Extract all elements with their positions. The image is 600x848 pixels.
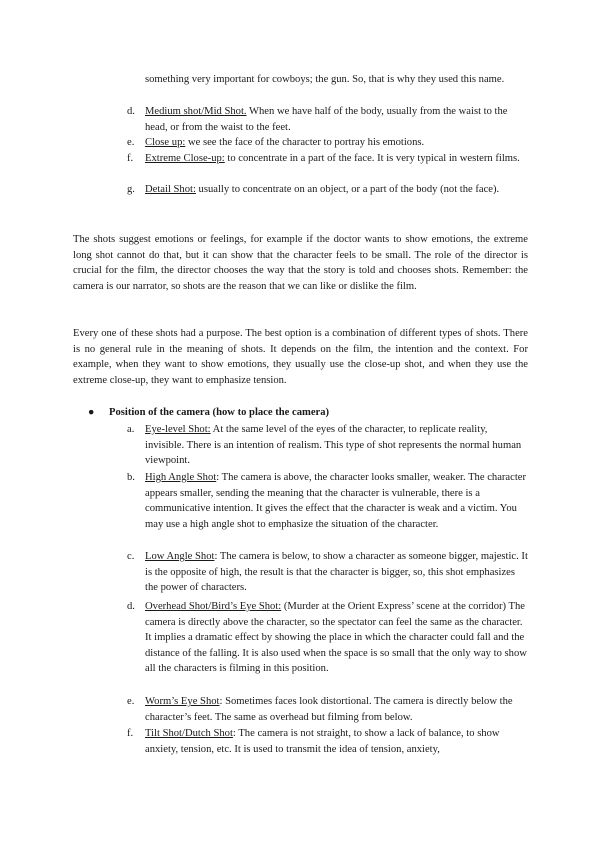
definition: When we have half of the body, usually from the waist to the head, or from the waist to the feet. [145,106,508,133]
term: Eye-level Shot: [145,424,211,435]
term: Tilt Shot/Dutch Shot [145,728,233,739]
list-item-tilt-shot [127,726,528,757]
term: Extreme Close-up: [145,153,225,164]
definition: (Murder at the Orient Express’ scene at the corridor) The camera is directly above the character, so the spectator can feel the same as the character. It implies a dramatic effect by showing the place in which the character could fall and the distance of the falling. It is also used when the space is so small that the only way to show all the characters is filming in this position. [145,601,527,675]
definition: : The camera is not straight, to show a lack of balance, to show anxiety, tension, etc. It is used to transmit the idea of tension, anxiety, [145,728,500,755]
list-item-continued [145,72,528,88]
list-marker: f. [127,728,134,739]
list-marker: e. [127,696,135,707]
list-item-medium-shot [127,104,528,135]
definition: usually to concentrate on an object, or a part of the body (not the face). [195,184,500,195]
paragraph-shots-emotions: The shots suggest emotions or feelings, for example if the doctor wants to show emotions, the extreme long shot cannot do that, but it can show that the character feels to be small. The role of the director is crucial for the film, the director chooses the way that the story is told and chooses shots. Remember: the camera is our narrator, so shots are the reason that we can like or dislike the film. [73,234,528,292]
list-marker: f. [127,153,134,164]
item-text: something very important for cowboys; the gun. So, that is why they used this name. [145,74,505,85]
list-marker: a. [127,424,135,435]
list-marker: g. [127,184,135,195]
list-marker: e. [127,137,135,148]
term: Detail Shot: [145,184,196,195]
list-item-low-angle [127,549,528,596]
term: Medium shot/Mid Shot. [145,106,247,117]
list-item-close-up [127,135,528,151]
bullet-icon: ● [88,407,95,418]
list-item-worms-eye [127,694,528,725]
definition: we see the face of the character to portray his emotions. [185,137,425,148]
term: High Angle Shot [145,472,217,483]
list-item-eye-level [127,422,528,469]
list-item-detail-shot [127,182,528,198]
term: Close up: [145,137,186,148]
list-marker: c. [127,551,135,562]
definition: : The camera is below, to show a character as someone bigger, majestic. It is the opposite of high, the result is that the character is bigger, so, this shot emphasizes the power of characters. [145,551,528,594]
term: Low Angle Shot [145,551,215,562]
list-item-overhead [127,599,528,677]
term: Worm’s Eye Shot [145,696,220,707]
term: Overhead Shot/Bird’s Eye Shot: [145,601,282,612]
heading-text: Position of the camera (how to place the camera) [109,407,330,418]
section-heading-camera-position [88,405,523,421]
list-marker: b. [127,472,135,483]
paragraph-shots-purpose: Every one of these shots had a purpose. The best option is a combination of different types of shots. There is no general rule in the meaning of shots. It depends on the film, the intention and the context. For example, when they want to show emotions, they usually use the close-up shot, and when they use the extreme close-up, they want to emphasize tension. [73,328,528,386]
list-marker: d. [127,106,135,117]
list-marker: d. [127,601,135,612]
definition: to concentrate in a part of the face. It is very typical in western films. [224,153,520,164]
definition: At the same level of the eyes of the character, to replicate reality, invisible. There is an intention of realism. This type of shot represents the normal human viewpoint. [145,424,522,467]
list-item-extreme-close-up [127,151,528,167]
definition: : The camera is above, the character looks smaller, weaker. The character appears smaller, sending the meaning that the character is vulnerable, there is a communicative intention. It gives the effect that the character is weak and a victim. You may use a high angle shot to emphasize the situation of the character. [145,472,526,530]
list-item-high-angle [127,470,528,532]
definition: : Sometimes faces look distortional. The camera is directly below the character’s feet. The same as overhead but filming from below. [145,696,513,723]
